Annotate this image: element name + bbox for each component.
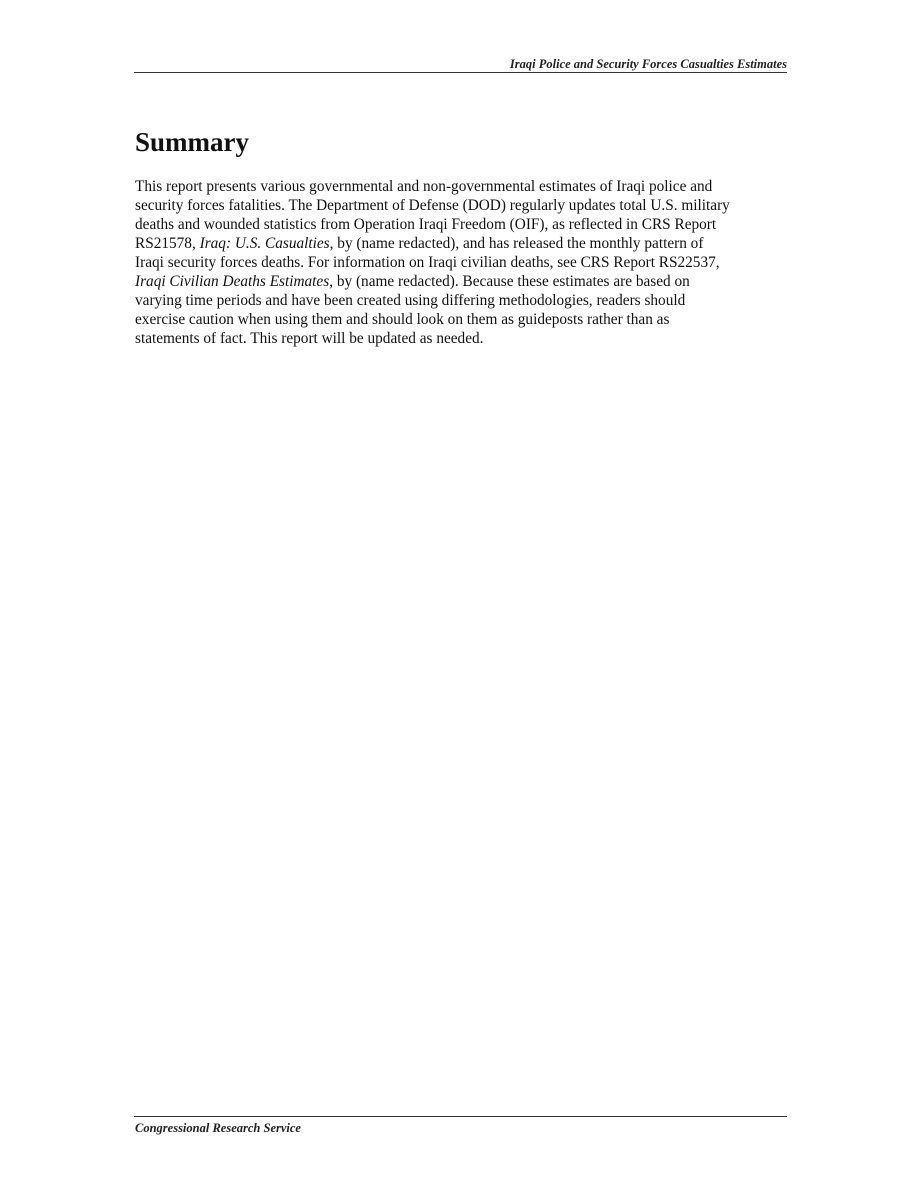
footer-rule bbox=[134, 1116, 787, 1117]
summary-line bbox=[135, 177, 790, 196]
summary-line bbox=[135, 272, 790, 291]
section-title: Summary bbox=[135, 127, 249, 157]
text-segment: , by (name redacted). Because these estimates are based on bbox=[329, 273, 690, 290]
text-segment: exercise caution when using them and should look on them as guideposts rather than as bbox=[135, 311, 670, 328]
text-segment: statements of fact. This report will be updated as needed. bbox=[135, 330, 484, 347]
running-header: Iraqi Police and Security Forces Casualties Estimates bbox=[509, 57, 787, 71]
summary-paragraph bbox=[135, 177, 790, 348]
text-segment: varying time periods and have been created using differing methodologies, readers should bbox=[135, 292, 686, 309]
header-rule bbox=[134, 72, 787, 73]
report-title-italic: Iraq: U.S. Casualties bbox=[199, 235, 330, 252]
summary-line bbox=[135, 196, 790, 215]
text-segment: This report presents various governmental and non-governmental estimates of Iraqi police and bbox=[135, 178, 713, 195]
text-segment: , by (name redacted), and has released the monthly pattern of bbox=[329, 235, 704, 252]
running-footer: Congressional Research Service bbox=[135, 1121, 301, 1135]
summary-line bbox=[135, 253, 790, 272]
text-segment: Iraqi security forces deaths. For information on Iraqi civilian deaths, see CRS Report RS22537, bbox=[135, 254, 720, 271]
text-segment: deaths and wounded statistics from Operation Iraqi Freedom (OIF), as reflected in CRS Report bbox=[135, 216, 717, 233]
summary-line bbox=[135, 291, 790, 310]
summary-line bbox=[135, 310, 790, 329]
summary-line bbox=[135, 234, 790, 253]
text-segment: RS21578, bbox=[135, 235, 200, 252]
report-title-italic: Iraqi Civilian Deaths Estimates bbox=[135, 273, 330, 290]
text-segment: security forces fatalities. The Department of Defense (DOD) regularly updates total U.S. military bbox=[135, 197, 730, 214]
summary-line bbox=[135, 329, 790, 348]
summary-line bbox=[135, 215, 790, 234]
